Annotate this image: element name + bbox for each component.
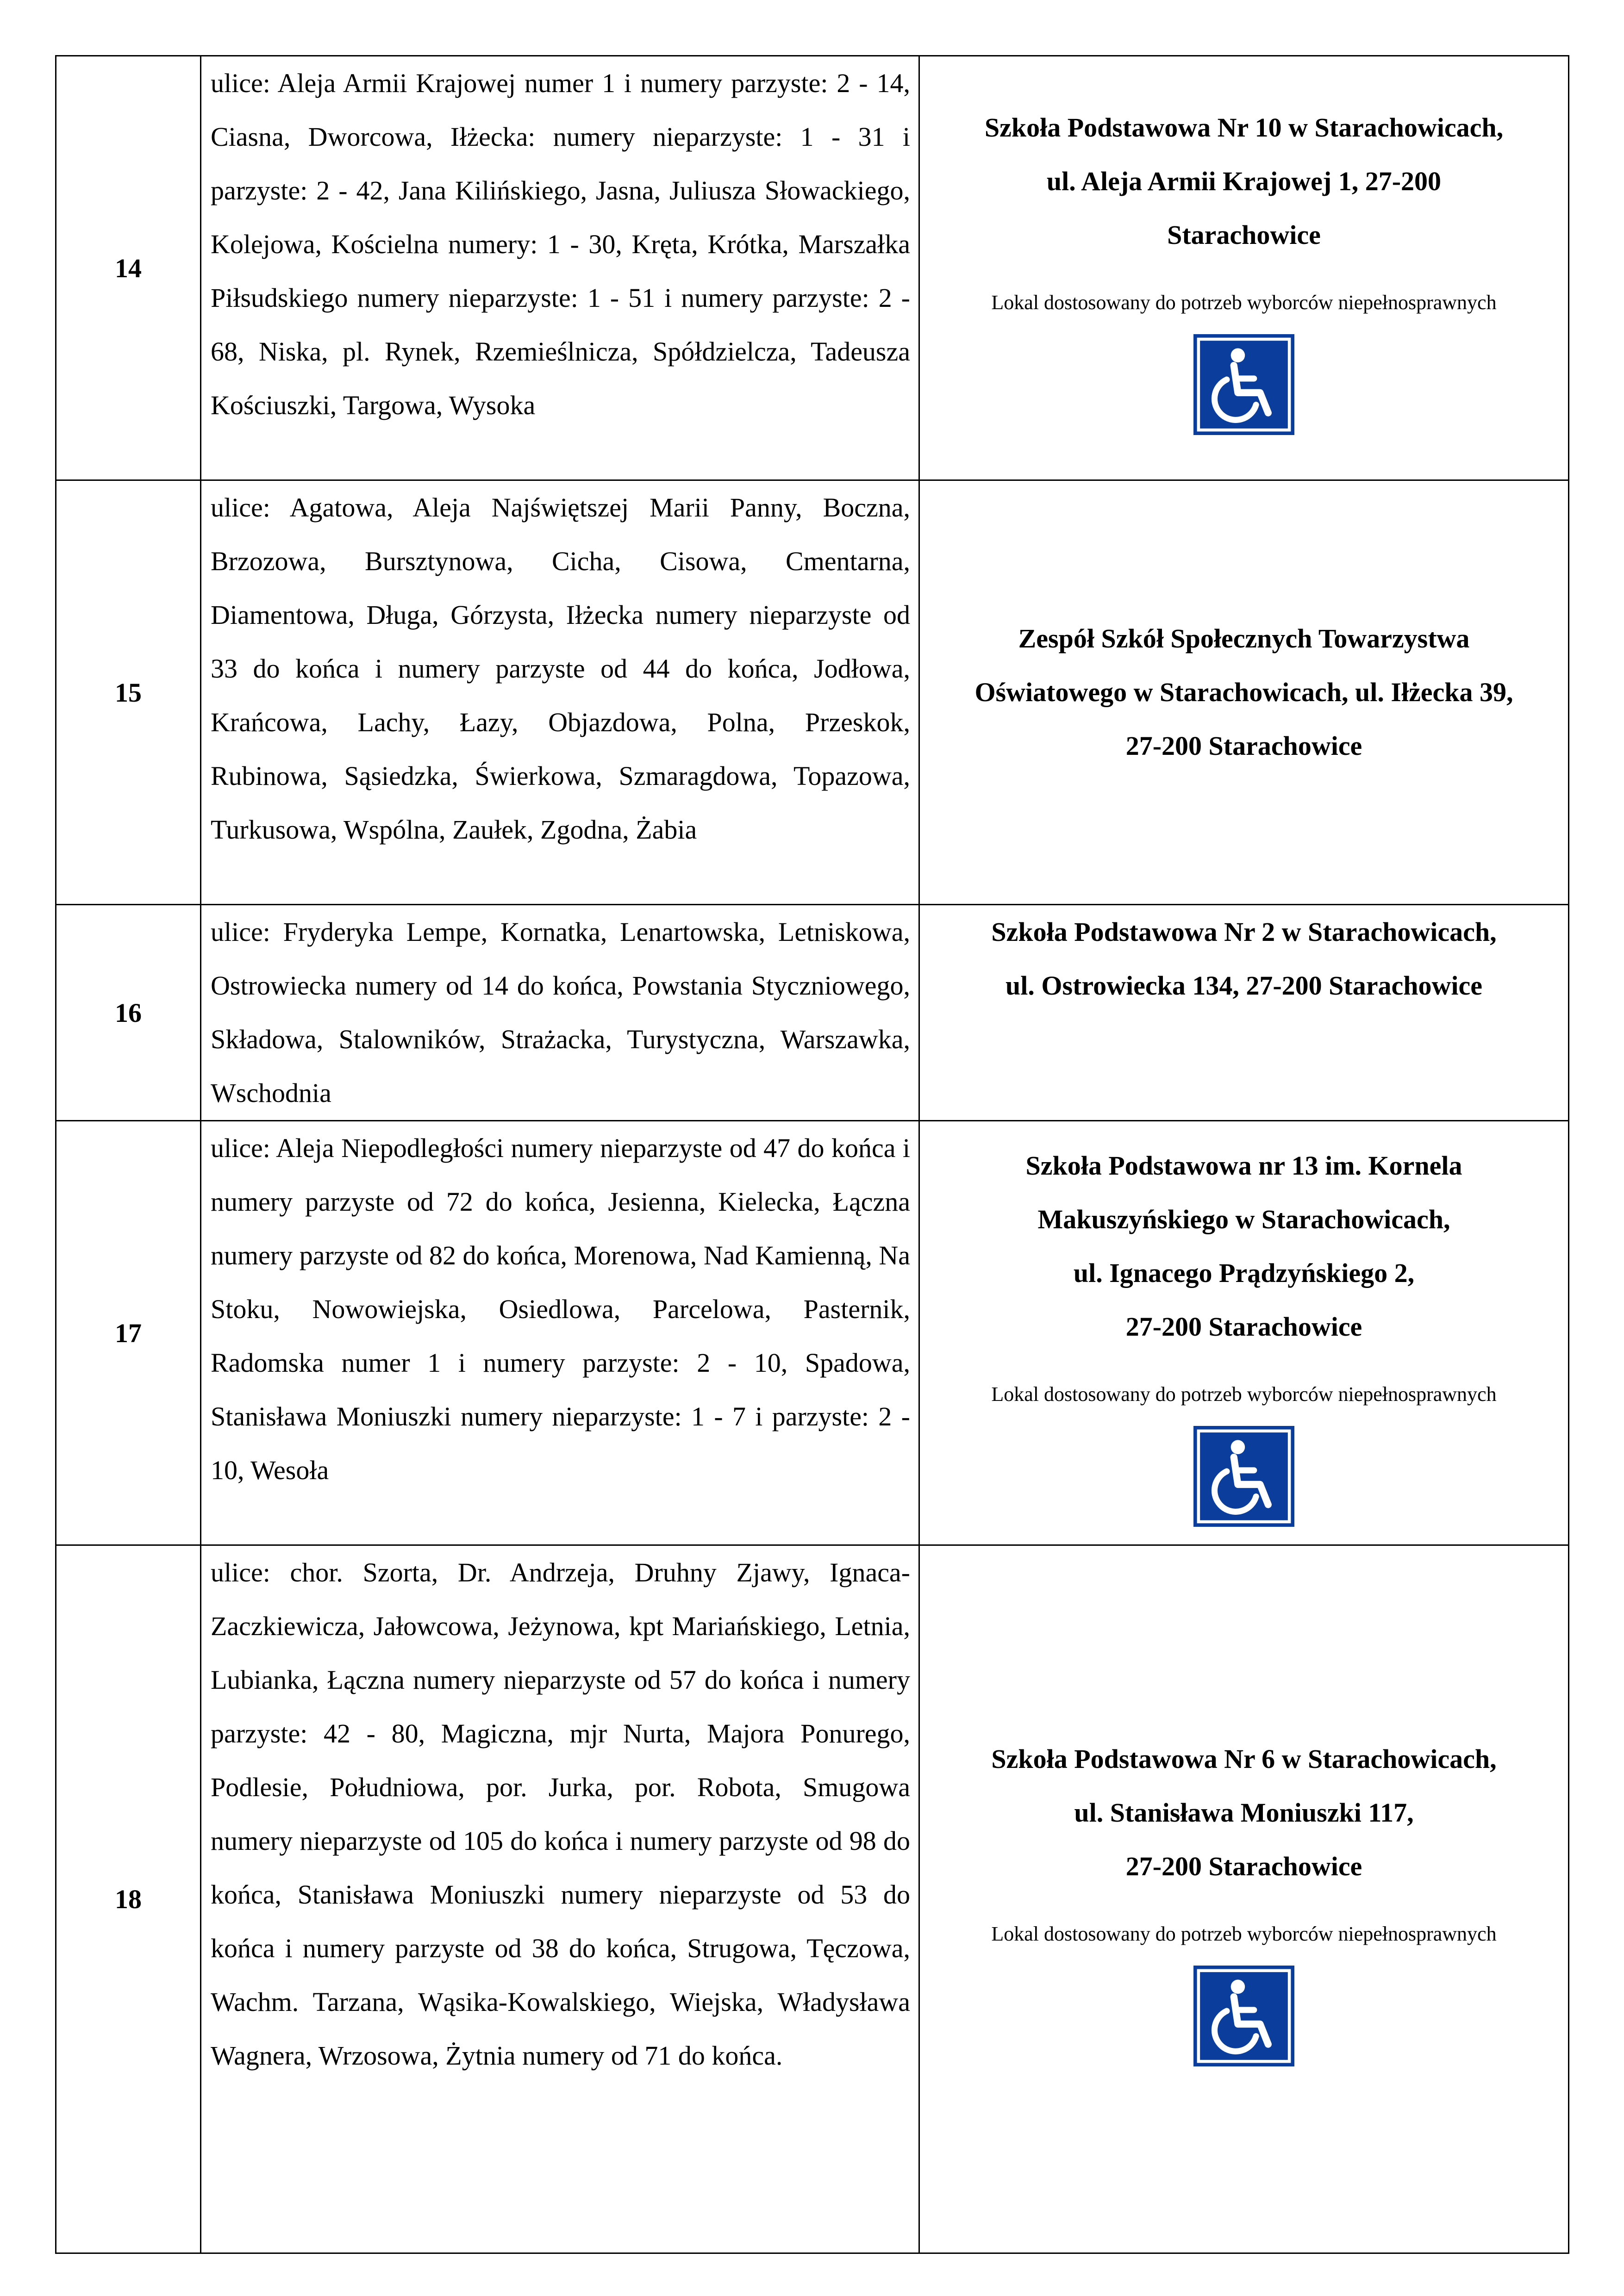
polling-place <box>919 905 1569 1121</box>
polling-place-name: Szkoła Podstawowa Nr 6 w Starachowicach, ul. Stanisława Moniuszki 117, 27-200 Starachowice <box>991 1743 1497 1881</box>
district-row-14 <box>56 56 1569 480</box>
polling-place <box>919 1545 1569 2253</box>
district-row-16 <box>56 905 1569 1121</box>
polling-place-name: Szkoła Podstawowa nr 13 im. Kornela Makuszyńskiego w Starachowicach, ul. Ignacego Prądzyńskiego 2, 27-200 Starachowice <box>1025 1151 1462 1342</box>
district-number: 15 <box>56 480 201 905</box>
polling-place <box>919 1121 1569 1545</box>
district-row-17 <box>56 1121 1569 1545</box>
wheelchair-accessibility-icon <box>1193 1966 1294 2066</box>
polling-place-name: Zespół Szkół Społecznych Towarzystwa Oświatowego w Starachowicach, ul. Iłżecka 39, 27-200 Starachowice <box>974 623 1513 761</box>
accessibility-note: Lokal dostosowany do potrzeb wyborców niepełnosprawnych <box>991 1922 1497 1945</box>
polling-place <box>919 56 1569 480</box>
streets-text: ulice: Aleja Armii Krajowej numer 1 i numery parzyste: 2 - 14, Ciasna, Dworcowa, Iłżecka: numery nieparzyste: 1 - 31 i parzyste: 2 - 42, Jana Kilińskiego, Jasna, Juliusza Słowackiego, Kolejowa, Kościelna numery: 1 - 30, Kręta, Krótka, Marszałka Piłsudskiego numery nieparzyste: 1 - 51 i numery parzyste: 2 - 68, Niska, pl. Rynek, Rzemieślnicza, Spółdzielcza, Tadeusza Kościuszki, Targowa, Wysoka <box>211 68 910 420</box>
district-row-15 <box>56 480 1569 905</box>
district-streets <box>201 1121 919 1545</box>
electoral-districts-table <box>55 55 1569 2254</box>
polling-place-name: Szkoła Podstawowa Nr 10 w Starachowicach, ul. Aleja Armii Krajowej 1, 27-200 Starachowice <box>984 112 1504 250</box>
wheelchair-accessibility-icon <box>1193 334 1294 435</box>
polling-place-name: Szkoła Podstawowa Nr 2 w Starachowicach, ul. Ostrowiecka 134, 27-200 Starachowice <box>991 917 1497 1001</box>
district-streets <box>201 905 919 1121</box>
polling-place <box>919 480 1569 905</box>
district-streets <box>201 1545 919 2253</box>
district-number: 18 <box>56 1545 201 2253</box>
district-number: 16 <box>56 905 201 1121</box>
accessibility-note: Lokal dostosowany do potrzeb wyborców niepełnosprawnych <box>991 1383 1497 1406</box>
streets-text: ulice: Agatowa, Aleja Najświętszej Marii Panny, Boczna, Brzozowa, Bursztynowa, Cicha, Cisowa, Cmentarna, Diamentowa, Długa, Górzysta, Iłżecka numery nieparzyste od 33 do końca i numery parzyste od 44 do końca, Jodłowa, Krańcowa, Lachy, Łazy, Objazdowa, Polna, Przeskok, Rubinowa, Sąsiedzka, Świerkowa, Szmaragdowa, Topazowa, Turkusowa, Wspólna, Zaułek, Zgodna, Żabia <box>211 492 910 845</box>
streets-text: ulice: chor. Szorta, Dr. Andrzeja, Druhny Zjawy, Ignaca-Zaczkiewicza, Jałowcowa, Jeżynowa, kpt Mariańskiego, Letnia, Lubianka, Łączna numery nieparzyste od 57 do końca i numery parzyste: 42 - 80, Magiczna, mjr Nurta, Majora Ponurego, Podlesie, Południowa, por. Jurka, por. Robota, Smugowa numery nieparzyste od 105 do końca i numery parzyste od 98 do końca, Stanisława Moniuszki numery nieparzyste od 53 do końca i numery parzyste od 38 do końca, Strugowa, Tęczowa, Wachm. Tarzana, Wąsika-Kowalskiego, Wiejska, Władysława Wagnera, Wrzosowa, Żytnia numery od 71 do końca. <box>211 1557 910 2071</box>
streets-text: ulice: Aleja Niepodległości numery nieparzyste od 47 do końca i numery parzyste od 72 do końca, Jesienna, Kielecka, Łączna numery parzyste od 82 do końca, Morenowa, Nad Kamienną, Na Stoku, Nowowiejska, Osiedlowa, Parcelowa, Pasternik, Radomska numer 1 i numery parzyste: 2 - 10, Spadowa, Stanisława Moniuszki numery nieparzyste: 1 - 7 i parzyste: 2 - 10, Wesoła <box>211 1133 910 1485</box>
streets-text: ulice: Fryderyka Lempe, Kornatka, Lenartowska, Letniskowa, Ostrowiecka numery od 14 do końca, Powstania Styczniowego, Składowa, Stalowników, Strażacka, Turystyczna, Warszawka, Wschodnia <box>211 917 910 1108</box>
accessibility-note: Lokal dostosowany do potrzeb wyborców niepełnosprawnych <box>991 291 1497 314</box>
district-row-18 <box>56 1545 1569 2253</box>
district-streets <box>201 56 919 480</box>
district-streets <box>201 480 919 905</box>
wheelchair-accessibility-icon <box>1193 1426 1294 1527</box>
district-number: 17 <box>56 1121 201 1545</box>
district-number: 14 <box>56 56 201 480</box>
